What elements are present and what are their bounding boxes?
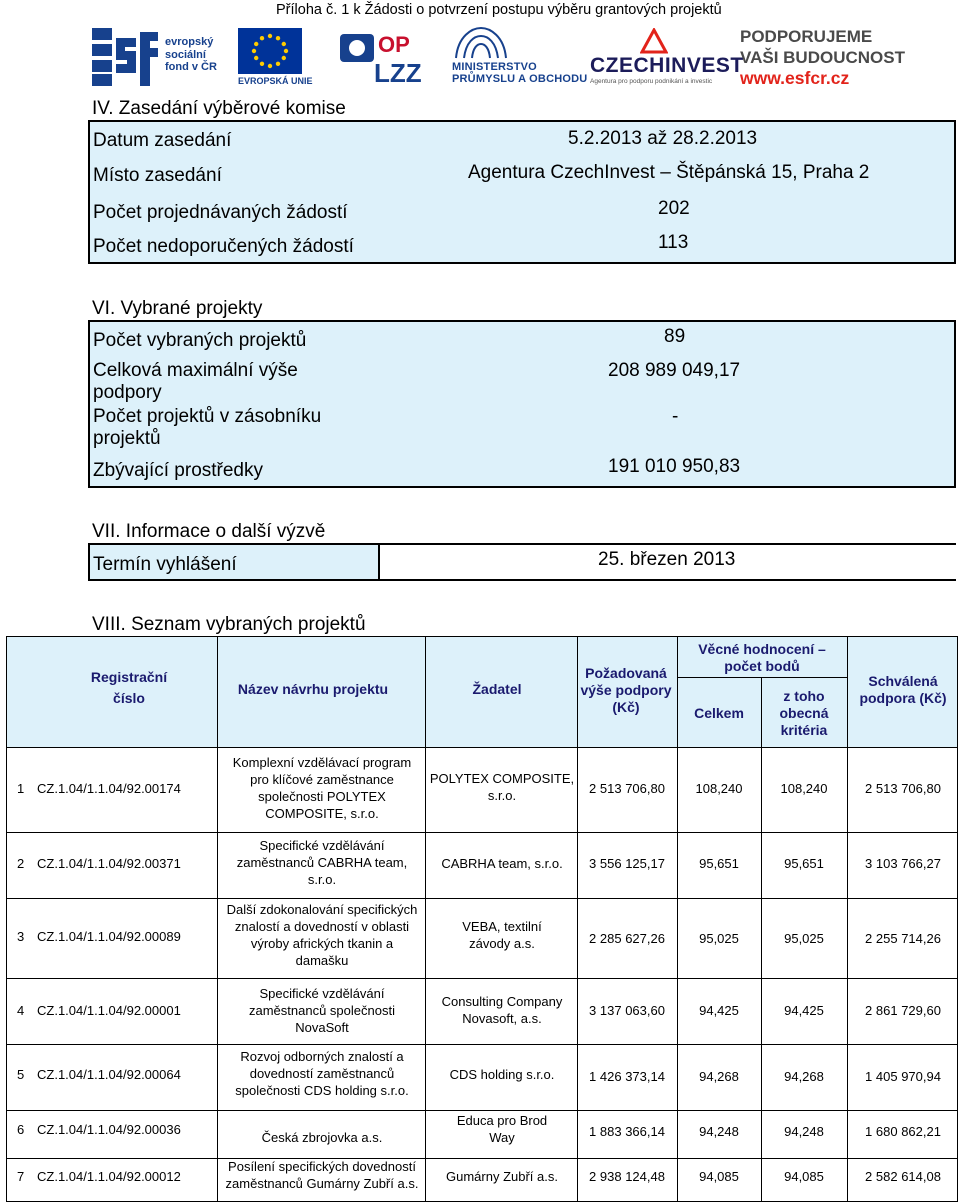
projects-table-header: [6, 636, 958, 748]
czechinvest-logo: CZECHINVEST: [590, 54, 744, 77]
selected-projects-value: 89: [664, 326, 686, 347]
meeting-date-label: Datum zasedání: [93, 130, 232, 151]
esf-url[interactable]: www.esfcr.cz: [740, 68, 850, 88]
esf-slogan: PODPORUJEME VAŠI BUDOUCNOST www.esfcr.cz: [740, 27, 905, 88]
section-viii-title: VIII. Seznam vybraných projektů: [92, 614, 366, 635]
th-applicant: Žadatel: [472, 681, 522, 697]
section-vi-title: VI. Vybrané projekty: [92, 298, 263, 319]
meeting-place-value: Agentura CzechInvest – Štěpánská 15, Praha 2: [468, 162, 870, 183]
th-requested-support: Požadovaná výše podpory (Kč): [580, 665, 672, 715]
th-total-points: Celkem: [694, 705, 744, 721]
eu-logo-text: EVROPSKÁ UNIE: [238, 76, 313, 86]
max-support-label: Celková maximální výše podpory: [93, 360, 298, 403]
rejected-count-label: Počet nedoporučených žádostí: [93, 236, 354, 257]
svg-text:OP: OP: [378, 32, 410, 57]
svg-text:LZZ: LZZ: [374, 58, 422, 88]
meeting-place-label: Místo zasedání: [93, 165, 222, 186]
th-registration-number: Registrační číslo: [90, 669, 168, 706]
projects-table-body: 1 CZ.1.04/1.1.04/92.00174 Komplexní vzdělávací program pro klíčové zaměstnance společnosti POLYTEX COMPOSITE, s.r.o. POLYTEX COMPOSITE, s.r.o. 2 513 706,80 108,240 108,240 2 513 706,80 2 CZ.1.04/1.1.04/92.00371 Specifické vzdělávání zaměstnanců CABRHA team, s.r.o. CABRHA team, s.r.o. 3 556 125,17 95,651 95,651 3 103 766,27 3 CZ.1.04/1.1.04/92.00089 Další zdokonalování specifických znalostí a dovedností v oblasti výroby afrických tkanin a damašku VEBA, textilní závody a.s. 2 285 627,26 95,025 95,025 2 255 714,26 4 CZ.1.04/1.1.04/92.00001 Specifické vzdělávání zaměstnanců společnosti NovaSoft Consulting Company Novasoft, a.s. 3 137 063,60 94,425 94,425 2 861 729,60 5 CZ.1.04/1.1.04/92.00064 Rozvoj odborných znalostí a dovedností zaměstnanců společnosti CDS holding s.r.o. CDS holding s.r.o. 1 426 373,14 94,268 94,268 1 405 970,94 6 CZ.1.04/1.1.04/92.00036 Česká zbrojovka a.s. Educa pro Brod Way 1 883 366,14 94,248 94,248 1 680 862,21 7 CZ.1.04/1.1.04/92.00012 Posílení specifických dovedností zaměstnanců Gumárny Zubří a.s. Gumárny Zubří a.s. 2 938 124,48 94,085 94,085 2 582 614,08: [6, 748, 958, 1202]
attachment-note: Příloha č. 1 k Žádosti o potvrzení postupu výběru grantových projektů: [276, 2, 722, 18]
meeting-date-value: 5.2.2013 až 28.2.2013: [568, 128, 758, 149]
mpo-logo-text: MINISTERSTVO PRŮMYSLU A OBCHODU: [452, 61, 588, 85]
mpo-emblem: [452, 26, 510, 60]
applications-count-value: 202: [658, 198, 690, 219]
th-project-name: Název návrhu projektu: [237, 681, 389, 697]
section-iv-title: IV. Zasedání výběrové komise: [92, 98, 346, 119]
rejected-count-value: 113: [658, 232, 689, 253]
esf-logo-text: evropský sociální fond v ČR: [165, 36, 217, 73]
remaining-funds-value: 191 010 950,83: [608, 456, 741, 477]
section-vii-box: [88, 543, 956, 581]
announcement-date-label: Termín vyhlášení: [93, 554, 237, 575]
reserve-projects-value: -: [672, 406, 679, 427]
applications-count-label: Počet projednávaných žádostí: [93, 202, 348, 223]
section-iv-box: [88, 120, 956, 264]
oplzz-logo: [338, 28, 424, 88]
max-support-value: 208 989 049,17: [608, 360, 741, 381]
th-approved-support: Schválená podpora (Kč): [859, 673, 947, 706]
section-vi-box: [88, 320, 956, 488]
th-evaluation: Věcné hodnocení – počet bodů: [698, 641, 826, 674]
eu-flag-logo: [238, 28, 302, 74]
remaining-funds-label: Zbývající prostředky: [93, 460, 263, 481]
section-vii-title: VII. Informace o další výzvě: [92, 521, 326, 542]
reserve-projects-label: Počet projektů v zásobníku projektů: [93, 406, 322, 449]
selected-projects-label: Počet vybraných projektů: [93, 330, 307, 351]
czechinvest-subtitle: Agentura pro podporu podnikání a investic: [590, 78, 713, 85]
th-general-criteria: z toho obecná kritéria: [779, 688, 829, 738]
announcement-date-value: 25. březen 2013: [598, 549, 736, 570]
esf-logo: [92, 28, 160, 86]
